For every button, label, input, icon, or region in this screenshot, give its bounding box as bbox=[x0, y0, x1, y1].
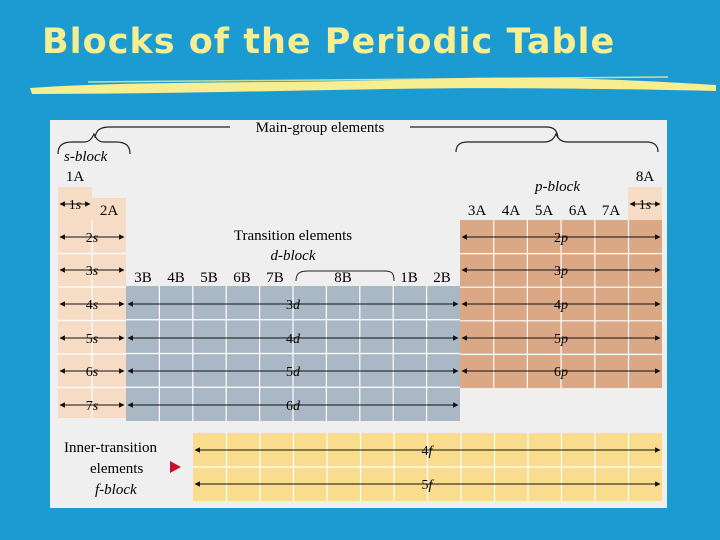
group-label-7B: 7B bbox=[266, 270, 284, 286]
group-label-2B: 2B bbox=[433, 270, 451, 286]
group-label-8B: 8B bbox=[334, 270, 352, 286]
orbital-6s-label: 6s bbox=[85, 365, 99, 380]
orbital-3s-label: 3s bbox=[85, 264, 99, 279]
pointer-arrow-icon bbox=[170, 461, 181, 473]
inner-transition-line-2: elements bbox=[90, 461, 144, 477]
orbital-4s-label: 4s bbox=[85, 298, 99, 313]
orbital-1s-label: 1s bbox=[68, 198, 82, 213]
main-group-label: Main-group elements bbox=[255, 120, 385, 136]
group-label-5A: 5A bbox=[534, 203, 554, 219]
group-label-4A: 4A bbox=[501, 203, 521, 219]
orbital-5p-label: 5p bbox=[554, 332, 568, 347]
orbital-6p-label: 6p bbox=[554, 365, 568, 380]
main-group-bracket bbox=[58, 120, 658, 195]
orbital-3p-label: 3p bbox=[554, 264, 568, 279]
group-label-1B: 1B bbox=[400, 270, 418, 286]
slide-title: Blocks of the Periodic Table bbox=[42, 22, 616, 62]
group-label-4B: 4B bbox=[167, 270, 185, 286]
inner-transition-label bbox=[64, 440, 181, 498]
group-label-3B: 3B bbox=[134, 270, 152, 286]
group-label-3A: 3A bbox=[467, 203, 487, 219]
title-underline-brushstroke bbox=[28, 72, 718, 98]
inner-transition-line-1: Inner-transition bbox=[64, 440, 158, 456]
group-label-5B: 5B bbox=[200, 270, 218, 286]
orbital-7s-label: 7s bbox=[85, 399, 99, 414]
s-block-label: s-block bbox=[64, 149, 108, 165]
orbital-5f-label: 5f bbox=[421, 478, 433, 493]
orbital-2p-label: 2p bbox=[554, 231, 568, 246]
orbital-he-1s-label: 1s bbox=[638, 198, 652, 213]
group-label-2A: 2A bbox=[99, 203, 119, 219]
d-block-label: d-block bbox=[270, 248, 316, 264]
transition-elements-label: Transition elements bbox=[233, 228, 353, 244]
orbital-5s-label: 5s bbox=[85, 332, 99, 347]
inner-transition-line-3: f-block bbox=[95, 482, 137, 498]
group-label-7A: 7A bbox=[601, 203, 621, 219]
orbital-2s-label: 2s bbox=[85, 231, 99, 246]
group-label-1A: 1A bbox=[65, 169, 85, 185]
p-block-label: p-block bbox=[535, 179, 580, 195]
orbital-4p-label: 4p bbox=[554, 298, 568, 313]
periodic-table-figure bbox=[50, 120, 667, 508]
orbital-4d-label: 4d bbox=[286, 332, 300, 347]
transition-heading bbox=[234, 228, 352, 264]
group-label-8A: 8A bbox=[635, 169, 655, 185]
periodic-blocks-diagram bbox=[50, 120, 667, 508]
orbital-4f-label: 4f bbox=[421, 444, 433, 459]
p-block-brace bbox=[456, 134, 658, 152]
group-label-6A: 6A bbox=[568, 203, 588, 219]
orbital-5d-label: 5d bbox=[286, 365, 300, 380]
orbital-3d-label: 3d bbox=[286, 298, 300, 313]
orbital-6d-label: 6d bbox=[286, 399, 300, 414]
group-label-6B: 6B bbox=[233, 270, 251, 286]
